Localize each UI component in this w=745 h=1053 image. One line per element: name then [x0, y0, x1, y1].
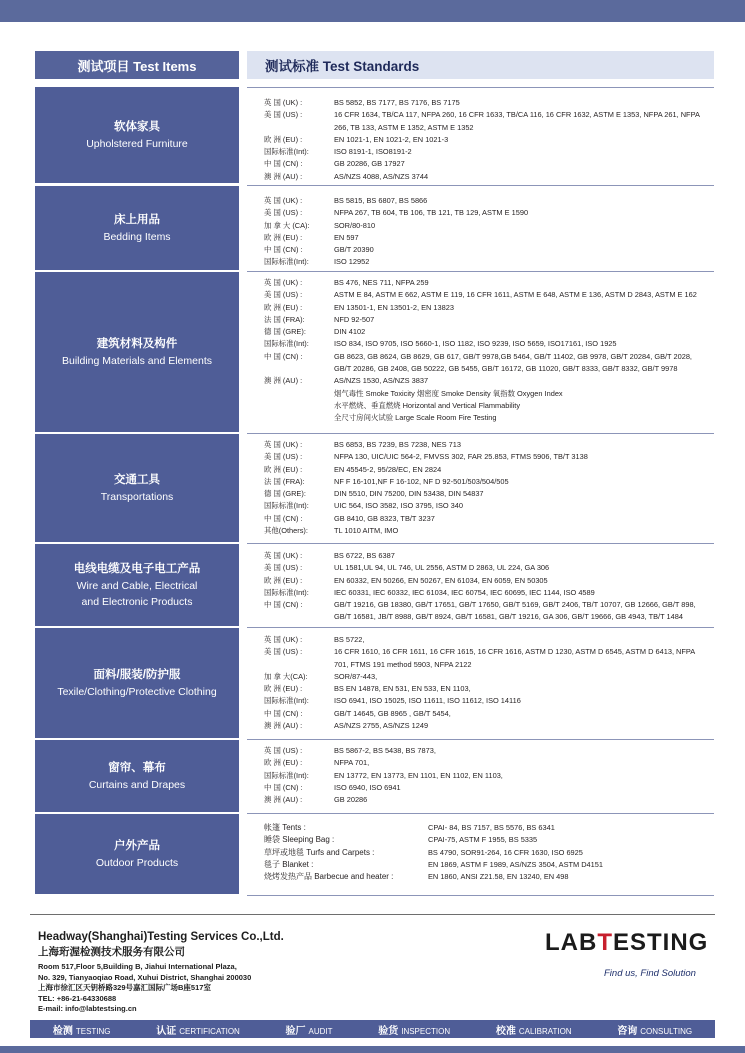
- region-label: 美 国 (US) :: [264, 563, 303, 573]
- services-bar: [30, 1020, 715, 1038]
- region-label: 国际标准(Int):: [264, 339, 309, 349]
- standard-list: EN 1021-1, EN 1021-2, EN 1021-3: [334, 134, 449, 144]
- standard-list: BS 5815, BS 6807, BS 5866: [334, 196, 428, 205]
- region-label: 欧 洲 (EU) :: [264, 684, 303, 694]
- standard-list: EN 60332, EN 50266, EN 50267, EN 61034, EN 6059, EN 50305: [334, 575, 548, 585]
- category-title-zh: 面料/服装/防护服: [93, 668, 181, 681]
- standards-textile-clothing: [247, 627, 714, 739]
- standard-list: DIN 4102: [334, 327, 366, 337]
- region-label: 美 国 (US) :: [264, 290, 303, 300]
- standard-list: 16 CFR 1634, TB/CA 117, NFPA 260, 16 CFR 1633, TB/CA 116, 16 CFR 1632, ASTM E 1353, NFPA 261, NFPA 266, TB 133, ASTM E 1352, ASTM E 1352: [334, 110, 700, 132]
- region-label: 英 国 (UK) :: [264, 98, 303, 107]
- email[interactable]: E-mail: info@labtestsing.cn: [38, 1004, 137, 1013]
- standard-list: ASTM E 84, ASTM E 662, ASTM E 119, 16 CFR 1611, ASTM E 648, ASTM E 136, ASTM D 2843, ASTM E 162: [334, 290, 697, 300]
- region-label: 欧 洲 (EU) :: [264, 464, 303, 474]
- service-calibration: 校准 CALIBRATION: [495, 1025, 572, 1037]
- standard-row: [264, 525, 714, 537]
- region-label: 欧 洲 (EU) :: [264, 134, 303, 144]
- standard-row: [264, 745, 714, 757]
- standard-list: BS 5722,: [334, 635, 365, 644]
- standard-list: GB/T 14645, GB 8965 , GB/T 5454,: [334, 708, 451, 718]
- telephone: TEL: +86-21-64330688: [38, 993, 117, 1003]
- standard-row: [264, 207, 714, 219]
- standard-row: [264, 375, 714, 387]
- standard-list: NFPA 701,: [334, 758, 370, 768]
- standard-row: [264, 599, 714, 624]
- address-zh: 上海市徐汇区天钥桥路329号嘉汇国际广场B座517室: [38, 983, 211, 992]
- company-name-zh: 上海珩渥检测技术服务有限公司: [38, 946, 185, 958]
- region-label: 欧 洲 (EU) :: [264, 575, 303, 585]
- standard-row: [264, 782, 714, 794]
- category-textile-clothing: [35, 628, 239, 738]
- standard-row: [264, 451, 714, 463]
- region-label: 中 国 (CN) :: [264, 513, 303, 523]
- region-label: 美 国 (US) :: [264, 452, 303, 462]
- region-label: 欧 洲 (EU) :: [264, 232, 303, 242]
- region-label: 英 国 (UK) :: [264, 196, 303, 205]
- outdoor-row: [264, 859, 714, 871]
- standard-row: [264, 232, 714, 244]
- standard-list: NFPA 130, UIC/UIC 564-2, FMVSS 302, FAR 25.853, FTMS 5906, TB/T 3138: [334, 452, 588, 462]
- standard-row: [264, 646, 714, 671]
- standard-row: [264, 146, 714, 158]
- standard-row: [264, 757, 714, 769]
- category-title-zh: 软体家具: [114, 120, 160, 133]
- outdoor-item-label: 帐篷 Tents :: [264, 823, 306, 832]
- standards-building-materials: [247, 271, 714, 433]
- standard-list: BS 4790, SOR91-264, 16 CFR 1630, ISO 6925: [428, 847, 583, 857]
- category-title-en: Transportations: [100, 490, 174, 503]
- standard-row: [264, 277, 714, 289]
- outdoor-item-label: 毯子 Blanket :: [264, 859, 314, 869]
- region-label: 英 国 (UK) :: [264, 635, 303, 644]
- region-label: 中 国 (CN) :: [264, 159, 303, 169]
- standard-row: [264, 289, 714, 301]
- standard-row: [264, 220, 714, 232]
- region-label: 美 国 (US) :: [264, 110, 303, 120]
- standard-list: ISO 834, ISO 9705, ISO 5660-1, ISO 1182, ISO 9239, ISO 5659, ISO17161, ISO 1925: [334, 339, 617, 349]
- standard-list: EN 1869, ASTM F 1989, AS/NZS 3504, ASTM D4151: [428, 859, 603, 869]
- service-inspection: 验货 INSPECTION: [378, 1025, 451, 1037]
- standard-list: DIN 5510, DIN 75200, DIN 53438, DIN 54837: [334, 489, 484, 499]
- region-label: 国际标准(Int):: [264, 501, 309, 511]
- standard-list: IEC 60331, IEC 60332, IEC 61034, IEC 60754, IEC 60695, IEC 1144, ISO 4589: [334, 587, 595, 597]
- region-label: 英 国 (US) :: [264, 746, 303, 755]
- test-type-line: 全尺寸房间火试验 Large Scale Room Fire Testing: [334, 413, 497, 423]
- standard-list: GB/T 20390: [334, 245, 374, 255]
- category-title-en: Outdoor Products: [95, 856, 179, 869]
- standards-wire-and-cable: [247, 543, 714, 627]
- test-items-header: 测试项目 Test Items: [35, 51, 239, 79]
- service-audit: 验厂 AUDIT: [285, 1025, 333, 1037]
- region-label: 英 国 (UK) :: [264, 551, 303, 560]
- test-type-line: 水平燃烧、垂直燃烧 Horizontal and Vertical Flammability: [334, 400, 521, 410]
- slogan: Find us, Find Solution: [604, 968, 696, 979]
- standard-list: AS/NZS 4088, AS/NZS 3744: [334, 171, 429, 181]
- standard-list: 16 CFR 1610, 16 CFR 1611, 16 CFR 1615, 16 CFR 1616, ASTM D 1230, ASTM D 6545, ASTM D 6413, NFPA 701, FTMS 191 method 5903, NFPA 2122: [334, 647, 695, 669]
- category-title-en: Texile/Clothing/Protective Clothing: [57, 685, 217, 698]
- standard-list: EN 13501-1, EN 13501-2, EN 13823: [334, 302, 454, 312]
- standard-row: [264, 338, 714, 350]
- region-label: 法 国 (FRA):: [264, 314, 305, 324]
- region-label: 国际标准(Int):: [264, 770, 309, 780]
- category-title-en-line2: and Electronic Products: [81, 595, 193, 608]
- standards-bedding-items: [247, 185, 714, 271]
- standard-list: ISO 6941, ISO 15025, ISO 11611, ISO 11612, ISO 14116: [334, 696, 521, 706]
- logo-text: ESTING: [613, 929, 709, 956]
- region-label: 欧 洲 (EU) :: [264, 758, 303, 768]
- standard-row: [264, 195, 714, 207]
- region-label: 德 国 (GRE):: [264, 489, 306, 499]
- company-name-en: Headway(Shanghai)Testing Services Co.,Ltd.: [38, 931, 284, 943]
- test-type-line: 烟气毒性 Smoke Toxicity 烟密度 Smoke Density 氧指数 Oxygen Index: [334, 388, 563, 398]
- standard-row: [264, 488, 714, 500]
- standard-row: [264, 683, 714, 695]
- region-label: 澳 洲 (AU) :: [264, 721, 303, 731]
- standard-list: BS 5852, BS 7177, BS 7176, BS 7175: [334, 98, 460, 107]
- outdoor-item-label: 睡袋 Sleeping Bag :: [264, 835, 335, 845]
- region-label: 英 国 (UK) :: [264, 278, 303, 287]
- standards-curtains-drapes: [247, 739, 714, 813]
- standard-list: GB 8623, GB 8624, GB 8629, GB 617, GB/T 9978,GB 5464, GB/T 11402, GB 9978, GB/T 20284, GB/T 2028, GB/T 20286, GB 2408, GB 50222, GB 5455, GB/T 16172, GB 11020, GB/T 8333, GB/T 8332, GB/T 9978: [334, 351, 692, 374]
- category-title-en: Bedding Items: [103, 230, 171, 243]
- standard-list: BS 5867-2, BS 5438, BS 7873,: [334, 746, 436, 755]
- standard-row: [264, 550, 714, 562]
- region-label: 国际标准(Int):: [264, 696, 309, 706]
- service-certification: 认证 CERTIFICATION: [156, 1025, 240, 1037]
- address-line: Room 517,Floor 5,Building B, Jiahui International Plaza,: [38, 962, 237, 971]
- service-consulting: 咨询 CONSULTING: [617, 1025, 693, 1037]
- standard-list: NF F 16-101,NF F 16-102, NF D 92-501/503/504/505: [334, 476, 509, 486]
- category-title-en: Upholstered Furniture: [86, 137, 188, 150]
- standard-row: [264, 244, 714, 256]
- region-label: 中 国 (CN) :: [264, 245, 303, 255]
- standard-row: [264, 575, 714, 587]
- standard-row: [264, 500, 714, 512]
- region-label: 国际标准(Int):: [264, 147, 309, 157]
- category-title-zh: 户外产品: [114, 839, 160, 852]
- standard-list: AS/NZS 1530, AS/NZS 3837: [334, 376, 429, 386]
- standard-list: BS EN 14878, EN 531, EN 533, EN 1103,: [334, 684, 471, 694]
- region-label: 德 国 (GRE):: [264, 327, 306, 337]
- region-label: 中 国 (CN) :: [264, 708, 303, 718]
- category-title-zh: 窗帘、幕布: [108, 761, 166, 774]
- standard-row: [264, 476, 714, 488]
- standard-row: [264, 326, 714, 338]
- standard-list: ISO 6940, ISO 6941: [334, 782, 401, 792]
- region-label: 中 国 (CN) :: [264, 600, 303, 610]
- category-outdoor-products: [35, 814, 239, 894]
- standard-list: GB 20286: [334, 795, 368, 805]
- standard-list: TL 1010 AITM, IMO: [334, 526, 399, 536]
- region-label: 国际标准(Int):: [264, 257, 309, 267]
- standard-row: [264, 302, 714, 314]
- standard-row: [264, 671, 714, 683]
- standard-list: EN 1860, ANSI Z21.58, EN 13240, EN 498: [428, 872, 569, 882]
- category-bedding-items: [35, 186, 239, 270]
- standard-list: GB 20286, GB 17927: [334, 159, 405, 169]
- category-title-zh: 建筑材料及构件: [96, 337, 178, 350]
- standard-row: [264, 158, 714, 170]
- region-label: 澳 洲 (AU) :: [264, 795, 303, 805]
- category-title-en: Building Materials and Elements: [62, 354, 212, 367]
- standard-list: UL 1581,UL 94, UL 746, UL 2556, ASTM D 2863, UL 224, GA 306: [334, 563, 550, 573]
- standard-row: [264, 109, 714, 134]
- logo-text: LAB: [545, 929, 598, 956]
- outdoor-row: [264, 834, 714, 846]
- region-label: 美 国 (US) :: [264, 647, 303, 657]
- standard-list: CPAI- 84, BS 7157, BS 5576, BS 6341: [428, 823, 555, 832]
- region-label: 加 拿 大 (CA):: [264, 220, 310, 230]
- standard-list: EN 45545-2, 95/28/EC, EN 2824: [334, 464, 442, 474]
- category-title-zh: 交通工具: [114, 473, 160, 486]
- standard-row: [264, 97, 714, 109]
- category-title-en: Wire and Cable, Electrical: [76, 579, 198, 592]
- category-title-zh: 床上用品: [114, 213, 160, 226]
- standard-row: [264, 256, 714, 268]
- address-line: No. 329, Tianyaoqiao Road, Xuhui District, Shanghai 200030: [38, 972, 252, 982]
- region-label: 中 国 (CN) :: [264, 782, 303, 792]
- standard-list: UIC 564, ISO 3582, ISO 3795, ISO 340: [334, 501, 464, 511]
- address-block: [38, 962, 284, 1015]
- standard-list: GB 8410, GB 8323, TB/T 3237: [334, 513, 435, 523]
- standard-row: [264, 351, 714, 376]
- standard-row: [264, 720, 714, 732]
- standards-upholstered-furniture: [247, 87, 714, 185]
- category-upholstered-furniture: [35, 87, 239, 183]
- logo-t-mark: T: [597, 929, 613, 956]
- region-label: 欧 洲 (EU) :: [264, 302, 303, 312]
- outdoor-item-label: 烧烤发热产品 Barbecue and heater :: [264, 872, 394, 882]
- standard-list: EN 597: [334, 232, 359, 242]
- standard-row: [264, 562, 714, 574]
- standard-row: [264, 171, 714, 183]
- standard-row: [264, 439, 714, 451]
- standard-row: [264, 770, 714, 782]
- standard-row: [264, 134, 714, 146]
- region-label: 法 国 (FRA):: [264, 476, 305, 486]
- standard-list: BS 476, NES 711, NFPA 259: [334, 278, 429, 287]
- standard-list: SOR/87-443,: [334, 671, 378, 681]
- standard-list: ISO 8191-1, ISO8191-2: [334, 147, 412, 157]
- outdoor-item-label: 草坪或地毯 Turfs and Carpets :: [264, 847, 375, 857]
- standard-row: [264, 794, 714, 806]
- standard-row: [264, 634, 714, 646]
- category-curtains-drapes: [35, 740, 239, 812]
- standard-list: EN 13772, EN 13773, EN 1101, EN 1102, EN 1103,: [334, 770, 503, 780]
- standard-list: NFD 92-507: [334, 314, 375, 324]
- standard-row: [264, 314, 714, 326]
- standard-list: BS 6853, BS 7239, BS 7238, NES 713: [334, 440, 461, 449]
- region-label: 中 国 (CN) :: [264, 351, 303, 361]
- region-label: 英 国 (UK) :: [264, 440, 303, 449]
- standard-list: NFPA 267, TB 604, TB 106, TB 121, TB 129, ASTM E 1590: [334, 208, 529, 218]
- bottom-color-band: [0, 1046, 745, 1053]
- region-label: 国际标准(Int):: [264, 587, 309, 597]
- standard-list: BS 6722, BS 6387: [334, 551, 395, 560]
- outdoor-row: [264, 871, 714, 883]
- category-building-materials: [35, 272, 239, 432]
- region-label: 澳 洲 (AU) :: [264, 171, 303, 181]
- top-color-band: [0, 0, 745, 22]
- standard-row: [264, 464, 714, 476]
- company-info: [38, 930, 284, 1015]
- service-testing: 检测 TESTING: [52, 1025, 111, 1037]
- region-label: 美 国 (US) :: [264, 208, 303, 218]
- standard-row: [264, 513, 714, 525]
- standard-list: GB/T 19216, GB 18380, GB/T 17651, GB/T 17650, GB/T 5169, GB/T 2406, TB/T 10707, GB 12666, GB/T 898, GB/T 16581, JB/T 8988, GB/T 8924, GB/T 16581, GB/T 19216, GA 306, GB/T 19666, GB 4943, TB/T 1484: [334, 600, 696, 622]
- test-standards-header: 测试标准 Test Standards: [247, 51, 714, 79]
- outdoor-row: [264, 822, 714, 834]
- standards-transportations: [247, 433, 714, 543]
- category-wire-and-cable: [35, 544, 239, 626]
- standard-row: [264, 695, 714, 707]
- standard-list: ISO 12952: [334, 257, 370, 267]
- standard-list: CPAI-75, ASTM F 1955, BS 5335: [428, 835, 538, 845]
- standard-list: AS/NZS 2755, AS/NZS 1249: [334, 721, 429, 731]
- category-transportations: [35, 434, 239, 542]
- footer-divider: [30, 914, 715, 915]
- region-label: 澳 洲 (AU) :: [264, 376, 303, 386]
- category-title-en: Curtains and Drapes: [88, 778, 186, 791]
- region-label: 其他(Others):: [264, 526, 308, 536]
- standard-list: SOR/80-810: [334, 220, 376, 230]
- category-title-zh: 电线电缆及电子电工产品: [73, 562, 201, 575]
- labtesting-logo: [545, 928, 710, 960]
- standard-row: [264, 708, 714, 720]
- region-label: 加 拿 大(CA):: [264, 671, 308, 681]
- standards-outdoor-products: [247, 813, 714, 896]
- standard-row: [264, 587, 714, 599]
- outdoor-row: [264, 847, 714, 859]
